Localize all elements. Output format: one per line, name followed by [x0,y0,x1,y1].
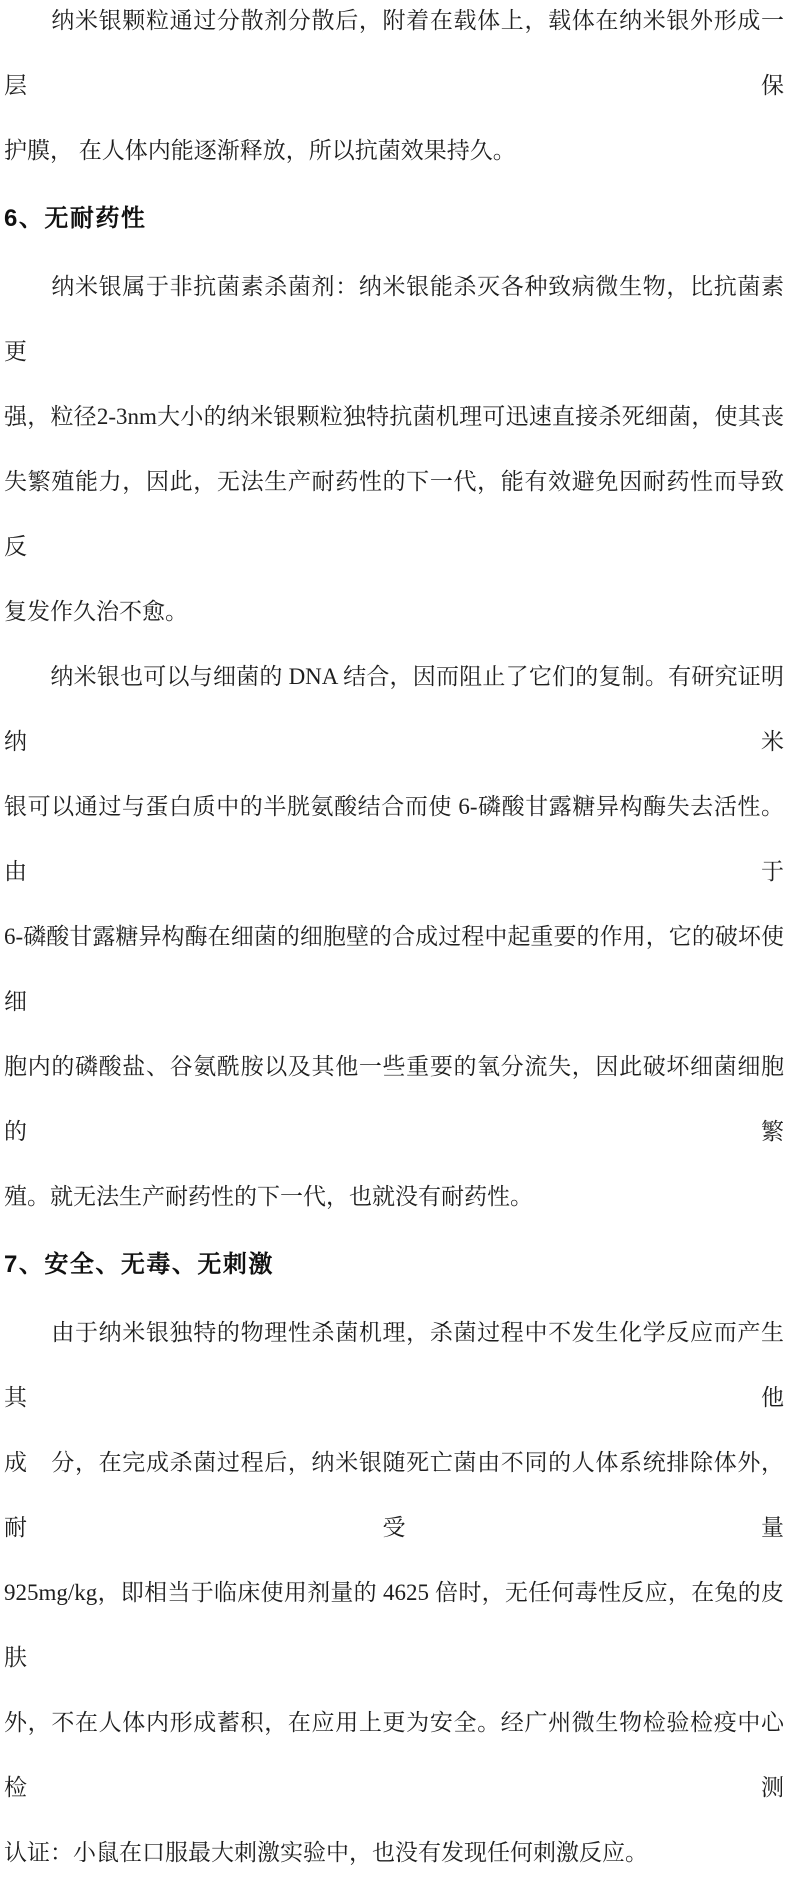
paragraph-non-antibiotic-line: 复发作久治不愈。 [4,599,188,624]
section-heading-no-drug-resistance: 6、无耐药性 [4,205,147,232]
paragraph-non-antibiotic-line: 纳米银属于非抗菌素杀菌剂：纳米银能杀灭各种致病微生物，比抗菌素更 [4,274,784,364]
paragraph-dna-binding-line: 纳米银也可以与细菌的 DNA 结合，因而阻止了它们的复制。有研究证明纳米 [4,664,784,754]
paragraph-safety-tolerance-line: 成 分，在完成杀菌过程后，纳米银随死亡菌由不同的人体系统排除体外，耐受量 [4,1450,784,1540]
paragraph-non-antibiotic-line: 失繁殖能力，因此，无法生产耐药性的下一代，能有效避免因耐药性而导致反 [4,469,784,559]
paragraph-dna-binding-line: 6-磷酸甘露糖异构酶在细菌的细胞壁的合成过程中起重要的作用，它的破坏使细 [4,924,784,1014]
paragraph-safety-tolerance-line: 由于纳米银独特的物理性杀菌机理，杀菌过程中不发生化学反应而产生其他 [4,1320,784,1410]
paragraph-safety-tolerance-line: 外，不在人体内形成蓄积，在应用上更为安全。经广州微生物检验检疫中心检测 [4,1710,784,1800]
paragraph-carrier-protection-line: 纳米银颗粒通过分散剂分散后，附着在载体上，载体在纳米银外形成一层保 [4,8,784,98]
paragraph-dna-binding-line: 胞内的磷酸盐、谷氨酰胺以及其他一些重要的氧分流失，因此破坏细菌细胞的繁 [4,1054,784,1144]
paragraph-dna-binding-line: 银可以通过与蛋白质中的半胱氨酸结合而使 6-磷酸甘露糖异构酶失去活性。由于 [4,794,784,884]
document-page [4,0,784,1885]
paragraph-safety-tolerance-line: 925mg/kg，即相当于临床使用剂量的 4625 倍时，无任何毒性反应，在兔的皮肤 [4,1580,784,1670]
section-heading-safety: 7、安全、无毒、无刺激 [4,1251,274,1278]
paragraph-non-antibiotic-line: 强，粒径2-3nm大小的纳米银颗粒独特抗菌机理可迅速直接杀死细菌，使其丧 [4,404,784,429]
paragraph-carrier-protection-line: 护膜， 在人体内能逐渐释放，所以抗菌效果持久。 [4,138,516,163]
paragraph-dna-binding-line: 殖。就无法生产耐药性的下一代，也就没有耐药性。 [4,1184,533,1209]
paragraph-safety-tolerance-line: 认证：小鼠在口服最大刺激实验中，也没有发现任何刺激反应。 [4,1840,648,1865]
